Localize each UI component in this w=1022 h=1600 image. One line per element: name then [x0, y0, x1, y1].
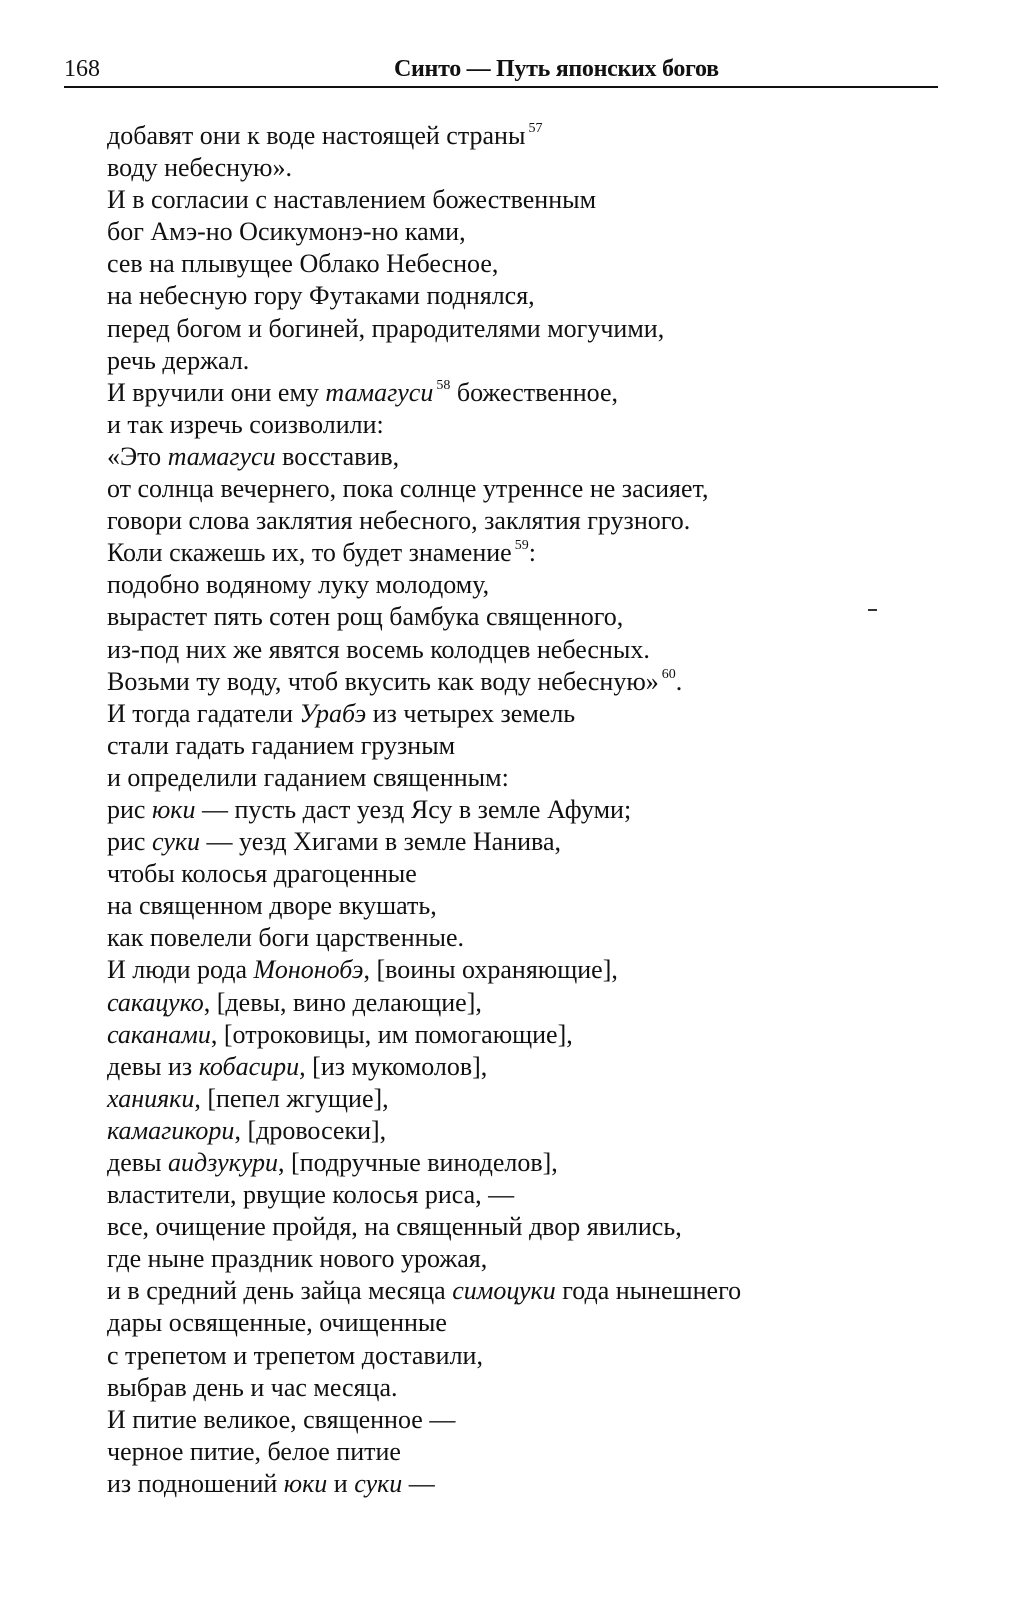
text-segment: , [дровосеки], — [234, 1115, 387, 1145]
text-segment: на небесную гору Футаками поднялся, — [107, 281, 535, 311]
text-line — [107, 987, 967, 1019]
text-segment: — уезд Хигами в земле Нанива, — [200, 827, 562, 857]
text-segment: подобно водяному луку молодому, — [107, 570, 490, 600]
text-segment: выбрав день и час месяца. — [107, 1372, 398, 1402]
text-line — [107, 377, 967, 409]
italic-term: юки — [151, 794, 196, 824]
text-segment: как повелели боги царственные. — [107, 923, 465, 953]
text-segment: дары освященные, очищенные — [107, 1308, 447, 1338]
text-segment: и в средний день зайца месяца — [107, 1276, 453, 1306]
italic-term: аидзукури — [168, 1148, 279, 1177]
page-number: 168 — [64, 56, 100, 82]
text-segment: божественное, — [450, 377, 618, 407]
text-line — [107, 409, 967, 441]
text-segment: воду небесную». — [107, 153, 292, 183]
text-line — [107, 698, 967, 730]
text-segment: , [пепел жгущие], — [194, 1083, 389, 1113]
italic-term: кобасири, — [198, 1051, 306, 1081]
text-line — [107, 441, 967, 473]
text-segment: [из мукомолов], — [305, 1051, 488, 1081]
italic-term: камагикори — [107, 1115, 235, 1145]
text-line — [107, 1340, 967, 1372]
text-segment: И вручили они ему — [107, 377, 326, 407]
text-line — [107, 730, 967, 762]
text-segment: и так изречь соизволили: — [107, 409, 384, 439]
text-line — [107, 762, 967, 794]
text-line — [107, 473, 967, 505]
text-segment: «Это — [107, 441, 168, 471]
text-line — [107, 858, 967, 890]
text-segment: восставив, — [275, 441, 400, 471]
text-segment: Коли скажешь их, то будет знамение — [107, 538, 512, 568]
text-line — [107, 794, 967, 826]
italic-term: саканами — [107, 1019, 211, 1049]
text-line — [107, 634, 967, 666]
text-segment: говори слова заклятия небесного, заклятия грузного. — [107, 506, 691, 536]
text-segment: речь держал. — [107, 345, 250, 375]
text-segment: рис — [107, 827, 152, 857]
text-line — [107, 280, 967, 312]
footnote-ref: 57 — [528, 121, 543, 136]
text-line — [107, 505, 967, 537]
poem-text — [107, 120, 967, 1500]
text-segment: стали гадать гаданием грузным — [107, 730, 456, 760]
text-line — [107, 1243, 967, 1275]
text-segment: где ныне праздник нового урожая, — [107, 1244, 488, 1274]
italic-term: суки — [354, 1468, 403, 1498]
text-segment: из-под них же явятся восемь колодцев небесных. — [107, 634, 650, 664]
text-line — [107, 1179, 967, 1211]
text-segment: вырастет пять сотен рощ бамбука священного, — [107, 602, 624, 632]
text-segment: добавят они к воде настоящей страны — [107, 121, 526, 150]
text-line — [107, 1372, 967, 1404]
text-line — [107, 1436, 967, 1468]
text-line — [107, 1404, 967, 1436]
text-segment: , [отроковицы, им помогающие], — [210, 1019, 573, 1049]
text-segment: : — [528, 538, 536, 568]
text-segment: И люди рода — [107, 955, 254, 985]
text-segment: черное питие, белое питие — [107, 1436, 401, 1466]
text-line — [107, 537, 967, 569]
text-line — [107, 152, 967, 184]
text-segment: Возьми ту воду, чтоб вкусить как воду небесную» — [107, 666, 659, 696]
text-segment: перед богом и богиней, прародителями могучими, — [107, 313, 665, 343]
text-line — [107, 601, 967, 633]
text-segment: И тогда гадатели — [107, 698, 300, 728]
text-line — [107, 569, 967, 601]
text-line — [107, 1468, 967, 1500]
italic-term: симоцуки — [452, 1276, 556, 1306]
footnote-ref: 59 — [514, 538, 529, 554]
footnote-ref: 58 — [436, 377, 451, 393]
text-segment: на священном дворе вкушать, — [107, 891, 437, 921]
running-title: Синто — Путь японских богов — [394, 56, 719, 82]
text-line — [107, 184, 967, 216]
text-line — [107, 1211, 967, 1243]
italic-term: суки — [151, 827, 201, 857]
text-segment: , [подручные виноделов], — [278, 1148, 558, 1177]
text-line — [107, 1083, 967, 1115]
footnote-ref: 60 — [661, 666, 676, 682]
text-line — [107, 954, 967, 986]
text-line — [107, 313, 967, 345]
text-line — [107, 666, 967, 698]
italic-term: тамагуси — [167, 441, 276, 471]
text-line — [107, 1019, 967, 1051]
italic-term: тамагуси — [325, 377, 434, 407]
text-line — [107, 1275, 967, 1307]
text-line — [107, 890, 967, 922]
text-segment: года нынешнего — [555, 1276, 742, 1306]
text-segment: с трепетом и трепетом доставили, — [107, 1340, 483, 1370]
italic-term: сакацуко — [107, 987, 204, 1017]
stray-print-mark — [868, 609, 877, 611]
text-segment: — — [402, 1468, 435, 1498]
text-segment: , [воины охраняющие], — [363, 955, 618, 985]
text-segment: — пусть даст уезд Ясу в земле Афуми; — [195, 794, 632, 824]
italic-term: Урабэ — [299, 698, 367, 728]
text-line — [107, 1147, 967, 1179]
text-segment: от солнца вечернего, пока солнце утреннсе не засияет, — [107, 474, 709, 504]
text-line — [107, 922, 967, 954]
text-segment: и определили гаданием священным: — [107, 762, 509, 792]
text-segment: девы из — [107, 1051, 199, 1081]
text-segment: . — [675, 666, 683, 696]
text-segment: сев на плывущее Облако Небесное, — [107, 249, 499, 279]
text-line — [107, 1115, 967, 1147]
text-segment: И в согласии с наставлением божественным — [107, 185, 597, 215]
text-segment: властители, рвущие колосья риса, — — [107, 1180, 515, 1210]
text-segment: и — [327, 1468, 355, 1498]
text-segment: , [девы, вино делающие], — [203, 987, 482, 1017]
text-line — [107, 826, 967, 858]
text-line — [107, 1051, 967, 1083]
italic-term: ханияки — [107, 1083, 195, 1113]
text-segment: И питие великое, священное — — [107, 1404, 456, 1434]
text-line — [107, 216, 967, 248]
text-line — [107, 1307, 967, 1339]
text-segment: чтобы колосья драгоценные — [107, 859, 417, 889]
text-segment: из четырех земель — [366, 698, 576, 728]
italic-term: Мононобэ — [253, 955, 364, 985]
italic-term: юки — [283, 1468, 328, 1498]
text-segment: из подношений — [107, 1468, 284, 1498]
text-line — [107, 248, 967, 280]
text-segment: бог Амэ-но Осикумонэ-но ками, — [107, 217, 466, 247]
text-segment: девы — [107, 1148, 169, 1177]
page-header — [64, 52, 938, 88]
text-segment: рис — [107, 794, 152, 824]
text-line — [107, 345, 967, 377]
text-line — [107, 120, 967, 152]
text-segment: все, очищение пройдя, на священный двор явились, — [107, 1212, 682, 1242]
